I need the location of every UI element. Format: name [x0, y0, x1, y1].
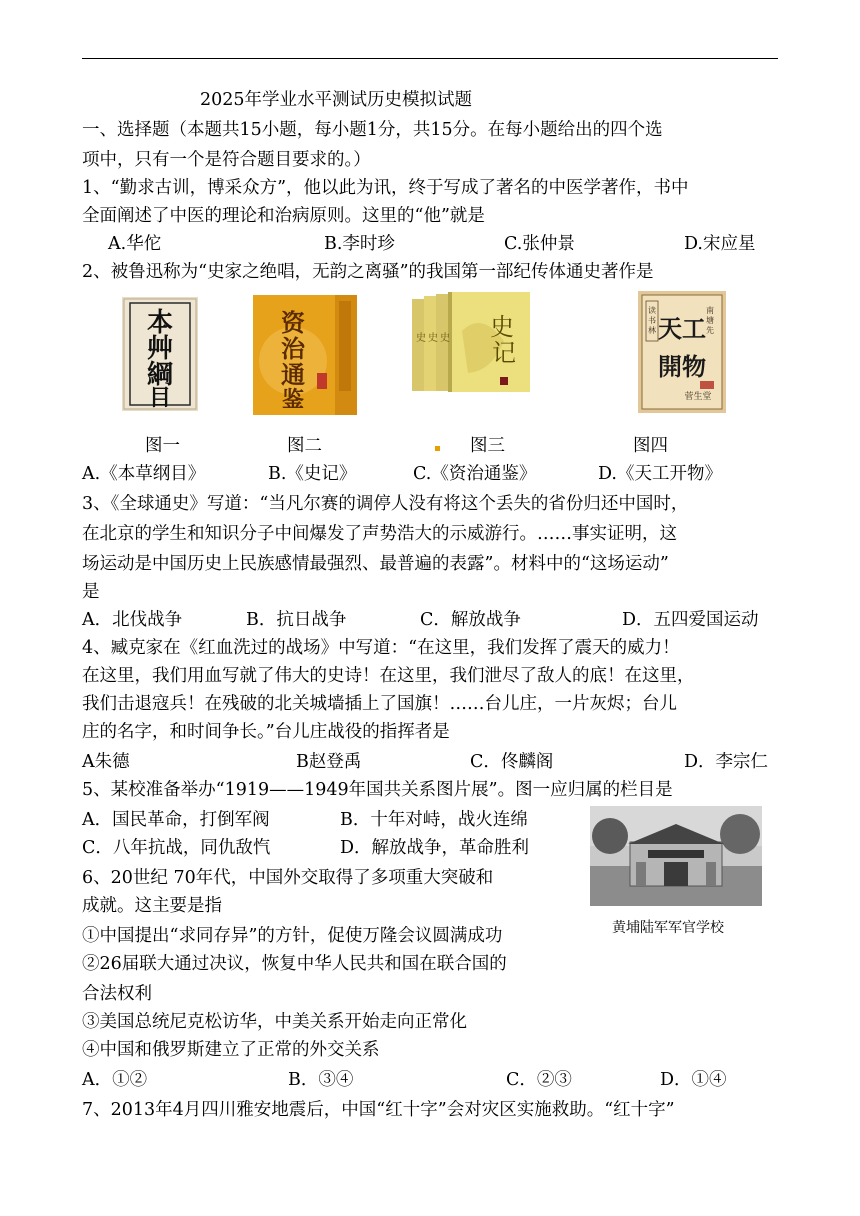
q6-option-c: C．②③	[506, 1070, 572, 1090]
svg-text:林: 林	[648, 326, 656, 335]
book-cover-shiji-icon	[412, 291, 530, 393]
photo-caption: 黄埔陆军军官学校	[612, 920, 724, 936]
svg-text:治: 治	[281, 334, 305, 363]
q4-stem-cont2: 我们击退寇兵！在残破的北关城墙插上了国旗！……台儿庄，一片灰烬；台儿	[82, 694, 677, 714]
q5-option-a: A．国民革命，打倒军阀	[82, 810, 270, 830]
stray-dot	[435, 446, 440, 451]
book-cover-zizhi-tongjian-icon	[253, 295, 357, 415]
q6-item-1: ①中国提出“求同存异”的方针，促使万隆会议圆满成功	[82, 926, 503, 946]
svg-text:书: 书	[648, 316, 656, 325]
q2-option-d: D.《天工开物》	[598, 464, 722, 484]
q1-option-d: D.宋应星	[684, 234, 756, 254]
svg-text:鉴: 鉴	[281, 387, 305, 413]
q6-item-2: ②26届联大通过决议，恢复中华人民共和国在联合国的	[82, 954, 507, 974]
svg-text:先: 先	[706, 326, 714, 335]
q5-option-d: D．解放战争，革命胜利	[340, 838, 530, 858]
q3-stem-cont2: 场运动是中国历史上民族感情最强烈、最普遍的表露”。材料中的“这场运动”	[82, 554, 669, 574]
svg-text:艸: 艸	[146, 334, 174, 364]
section-heading: 一、选择题（本题共15小题，每小题1分，共15分。在每小题给出的四个选	[82, 120, 663, 140]
svg-text:天工: 天工	[658, 314, 706, 343]
q1-option-c: C.张仲景	[504, 234, 575, 254]
svg-text:本: 本	[146, 308, 174, 338]
q2-stem: 2、被鲁迅称为“史家之绝唱，无韵之离骚”的我国第一部纪传体通史著作是	[82, 262, 654, 282]
q1-stem-cont: 全面阐述了中医的理论和治病原则。这里的“他”就是	[82, 206, 485, 226]
svg-text:史: 史	[490, 313, 514, 341]
svg-text:綱: 綱	[146, 360, 174, 390]
section-heading-cont: 项中，只有一个是符合题目要求的。）	[82, 150, 371, 170]
svg-text:南: 南	[706, 306, 714, 315]
q1-option-a: A.华佗	[108, 234, 162, 254]
q5-stem: 5、某校准备举办“1919——1949年国共关系图片展”。图一应归属的栏目是	[82, 780, 673, 800]
q5-option-b: B．十年对峙，战火连绵	[340, 810, 528, 830]
header-rule	[82, 58, 778, 59]
q6-option-d: D．①④	[660, 1070, 727, 1090]
svg-text:读: 读	[648, 306, 656, 315]
q3-stem-cont3: 是	[82, 582, 100, 602]
q7-stem: 7、2013年4月四川雅安地震后，中国“红十字”会对灾区实施救助。“红十字”	[82, 1100, 675, 1120]
q6-item-2-cont: 合法权利	[82, 984, 152, 1004]
q4-option-b: B赵登禹	[296, 752, 362, 772]
figure-caption-2: 图二	[287, 436, 322, 456]
q3-option-c: C．解放战争	[420, 610, 521, 630]
svg-text:史: 史	[440, 333, 450, 344]
svg-text:菅生堂: 菅生堂	[684, 392, 712, 402]
q6-stem-cont: 成就。这主要是指	[82, 896, 222, 916]
q5-option-c: C．八年抗战，同仇敌忾	[82, 838, 271, 858]
q3-stem: 3、《全球通史》写道：“当凡尔赛的调停人没有将这个丢失的省份归还中国时，	[82, 494, 689, 514]
huangpu-academy-photo-icon	[590, 806, 762, 906]
q3-stem-cont1: 在北京的学生和知识分子中间爆发了声势浩大的示威游行。……事实证明，这	[82, 524, 677, 544]
book-cover-tiangong-kaiwu-icon	[638, 291, 726, 413]
svg-text:记: 记	[492, 339, 516, 367]
book-cover-bencao-gangmu-icon	[122, 297, 198, 411]
q6-item-4: ④中国和俄罗斯建立了正常的外交关系	[82, 1040, 380, 1060]
figure-caption-3: 图三	[470, 436, 505, 456]
q3-option-a: A．北伐战争	[82, 610, 183, 630]
page-title: 2025年学业水平测试历史模拟试题	[200, 90, 473, 110]
svg-text:目: 目	[148, 385, 172, 411]
q4-stem-cont1: 在这里，我们用血写就了伟大的史诗！在这里，我们泄尽了敌人的底！在这里，	[82, 666, 695, 686]
q4-option-d: D．李宗仁	[684, 752, 769, 772]
q4-stem: 4、臧克家在《红血洗过的战场》中写道：“在这里，我们发挥了震天的威力！	[82, 638, 680, 658]
q4-option-c: C．佟麟阁	[470, 752, 554, 772]
q6-option-a: A．①②	[82, 1070, 148, 1090]
svg-text:史: 史	[416, 333, 426, 344]
q6-option-b: B．③④	[288, 1070, 354, 1090]
figure-caption-4: 图四	[633, 436, 668, 456]
svg-text:通: 通	[281, 360, 305, 389]
q6-item-3: ③美国总统尼克松访华，中美关系开始走向正常化	[82, 1012, 467, 1032]
svg-text:開物: 開物	[658, 352, 706, 381]
q2-option-a: A.《本草纲目》	[82, 464, 206, 484]
q3-option-b: B．抗日战争	[246, 610, 347, 630]
svg-text:资: 资	[281, 308, 305, 337]
q3-option-d: D．五四爱国运动	[622, 610, 759, 630]
q4-stem-cont3: 庄的名字，和时间争长。”台儿庄战役的指挥者是	[82, 722, 450, 742]
q1-stem: 1、“勤求古训，博采众方”，他以此为讯，终于写成了著名的中医学著作，书中	[82, 178, 689, 198]
q6-stem: 6、20世纪 70年代，中国外交取得了多项重大突破和	[82, 868, 494, 888]
svg-text:史: 史	[428, 333, 438, 344]
svg-text:塘: 塘	[706, 316, 714, 325]
figure-caption-1: 图一	[145, 436, 180, 456]
q4-option-a: A朱德	[82, 752, 130, 772]
q2-option-c: C.《资治通鉴》	[413, 464, 537, 484]
q1-option-b: B.李时珍	[324, 234, 395, 254]
q2-option-b: B.《史记》	[268, 464, 357, 484]
